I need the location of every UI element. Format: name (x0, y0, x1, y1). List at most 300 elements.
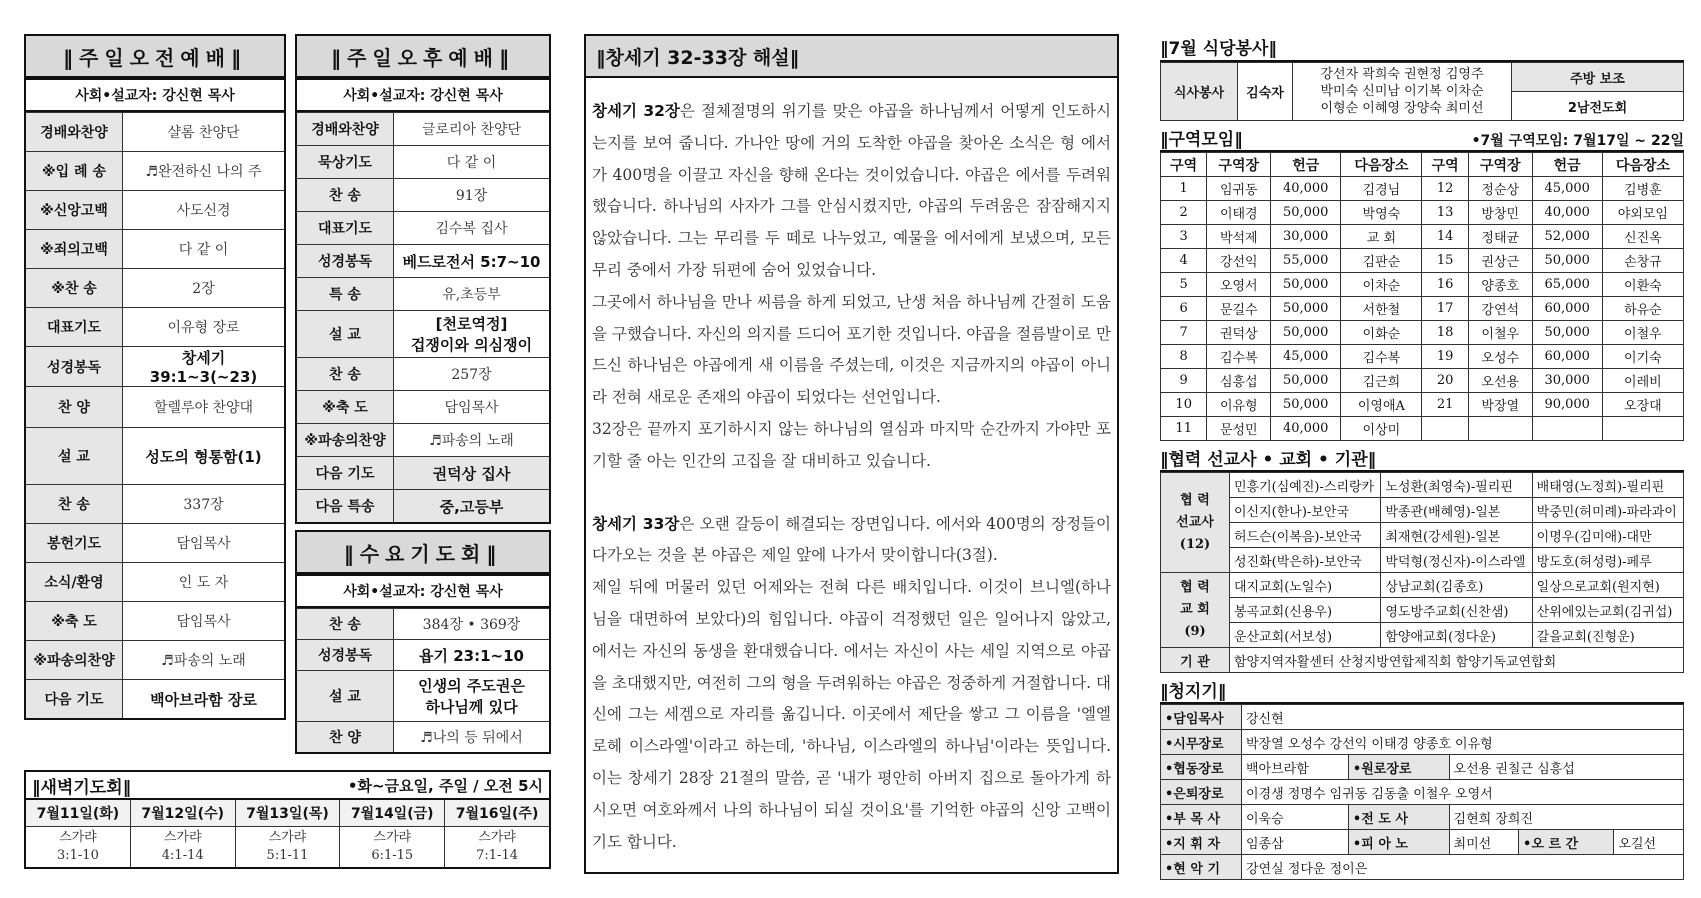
order-label: ※입 례 송 (25, 152, 123, 191)
officer-names: 오길선 (1614, 830, 1684, 855)
district-cell: 45,000 (1532, 177, 1602, 201)
order-row (296, 179, 550, 212)
district-cell: 문길수 (1207, 297, 1271, 321)
order-value-line: 384장 • 369장 (422, 617, 521, 633)
order-label: 찬 송 (296, 609, 394, 640)
district-cell-empty (1532, 417, 1602, 441)
dawn-book: 스가랴 (478, 830, 516, 845)
dawn-reading (25, 827, 130, 869)
district-header: 헌금 (1532, 153, 1602, 177)
partner-church: 영도방주교회(신찬샘) (1381, 598, 1532, 623)
district-cell: 이상미 (1341, 417, 1422, 441)
district-cell: 21 (1422, 393, 1468, 417)
order-row (296, 245, 550, 278)
dawn-verse: 4:1-14 (161, 848, 204, 863)
commentary-heading-32: 창세기 32장 (592, 102, 680, 120)
order-value (123, 113, 286, 152)
officer-row (1161, 830, 1684, 855)
district-cell: 이기숙 (1602, 345, 1683, 369)
district-cell: 12 (1422, 177, 1468, 201)
order-value-line: 백아브라함 장로 (150, 690, 257, 709)
dawn-reading (445, 827, 550, 869)
order-value (394, 640, 551, 671)
district-cell: 19 (1422, 345, 1468, 369)
order-value (123, 680, 286, 720)
district-cell: 김경님 (1341, 177, 1422, 201)
order-value (394, 179, 551, 212)
district-cell: 김병훈 (1602, 177, 1683, 201)
officer-names: 임종삼 (1242, 830, 1349, 855)
dawn-prayer-title: ‖새벽기도회‖ (32, 777, 132, 798)
district-cell: 이화순 (1341, 321, 1422, 345)
officer-title: •오 르 간 (1519, 830, 1614, 855)
partner-church: 산위에있는교회(김귀섭) (1532, 598, 1683, 623)
officer-title: •담임목사 (1161, 705, 1242, 730)
district-cell: 권덕상 (1207, 321, 1271, 345)
order-value-line: ♬나의 등 뒤에서 (420, 730, 523, 746)
order-label: ※파송의찬양 (296, 424, 394, 457)
district-cell: 이유형 (1207, 393, 1271, 417)
sunday-morning-title: ‖주일오전예배‖ (24, 34, 286, 78)
officer-row (1161, 780, 1684, 805)
order-value-line: 베드로전서 5:7~10 (402, 252, 541, 271)
partner-church: 상남교회(김종호) (1381, 573, 1532, 598)
dawn-verse: 7:1-14 (476, 848, 518, 863)
district-cell: 심흥섭 (1207, 369, 1271, 393)
order-row (25, 347, 285, 387)
order-value-line: 글로리아 찬양단 (421, 122, 522, 138)
district-cell: 17 (1422, 297, 1468, 321)
order-value (123, 308, 286, 347)
district-cell: 11 (1161, 417, 1207, 441)
order-row (296, 212, 550, 245)
officer-title: •시무장로 (1161, 730, 1242, 755)
order-label: 설 교 (25, 428, 123, 485)
partner-church: 대지교회(노일수) (1230, 573, 1381, 598)
order-value (394, 212, 551, 245)
district-cell: 박영숙 (1341, 201, 1422, 225)
dawn-verse: 3:1-10 (56, 848, 99, 863)
order-value-line: 다 같 이 (446, 155, 497, 171)
order-row (25, 230, 285, 269)
officer-row (1161, 755, 1684, 780)
order-label: 성경봉독 (296, 245, 394, 278)
order-value-line: 권덕상 집사 (432, 464, 511, 483)
district-cell: 9 (1161, 369, 1207, 393)
order-value (394, 146, 551, 179)
sunday-afternoon-rows (295, 112, 551, 524)
district-row (1161, 249, 1684, 273)
commentary-text: 은 오랜 갈등이 해결되는 장면입니다. 에서와 400명의 장정들이 다가오는 것을 본 야곱은 제일 앞에 나가서 맞이합니다(3절). (592, 514, 1112, 565)
commentary-paragraph: 제일 뒤에 머물러 있던 어제와는 전혀 다른 배치입니다. 이것이 브니엘(하나님을 대면하여 보았다)의 힘입니다. 야곱이 걱정했던 일은 일어나지 않았고, 에서는 자신의 동생을 환대했습니다. 에서는 자신이 사는 세일 지역으로 야곱을 초대했지만, 여전히 그의 형을 두려워하는 야곱은 정중하게 거절합니다. 대신에 그는 세겜으로 자리를 옮깁니다. 이곳에서 제단을 쌓고 그 이름을 '엘엘로헤 이스라엘'이라고 하는데, '하나님, 이스라엘의 하나님'이라는 뜻입니다. 이는 창세기 28장 21절의 말씀, 곧 '내가 평안히 아버지 집으로 돌아가게 하시오면 여호와께서 나의 하나님이 되실 것이요'를 기억한 야곱의 신앙 고백이기도 합니다. (592, 578, 1111, 851)
district-cell: 40,000 (1532, 201, 1602, 225)
partner-missions (1160, 445, 1684, 673)
district-cell: 65,000 (1532, 273, 1602, 297)
meal-member-line: 박미숙 신미남 이기복 이차순 (1320, 84, 1484, 99)
order-value (394, 671, 551, 722)
order-value-line: 창세기 39:1~3(~23) (149, 349, 258, 386)
order-value-line: 담임목사 (176, 536, 231, 552)
district-header: 구역 (1422, 153, 1468, 177)
order-row (296, 391, 550, 424)
sunday-afternoon-service (295, 34, 551, 524)
district-row (1161, 369, 1684, 393)
district-cell: 50,000 (1271, 201, 1341, 225)
order-label: 봉헌기도 (25, 524, 123, 563)
district-cell: 서한철 (1341, 297, 1422, 321)
wednesday-rows (295, 608, 551, 754)
officer-title: •은퇴장로 (1161, 780, 1242, 805)
officer-title: •현 악 기 (1161, 855, 1242, 880)
order-value (394, 490, 551, 524)
missionary-row (1161, 523, 1684, 548)
district-cell: 박장열 (1468, 393, 1532, 417)
district-cell: 10 (1161, 393, 1207, 417)
dawn-verse: 6:1-15 (371, 848, 414, 863)
district-cell: 6 (1161, 297, 1207, 321)
district-cell: 7 (1161, 321, 1207, 345)
order-value-line: 91장 (455, 188, 488, 204)
district-header: 헌금 (1271, 153, 1341, 177)
partner-church: 봉곡교회(신용우) (1230, 598, 1381, 623)
sunday-morning-leader: 사회•설교자: 강신현 목사 (25, 79, 285, 111)
district-cell: 김수복 (1341, 345, 1422, 369)
district-cell: 50,000 (1532, 321, 1602, 345)
officer-names: 이경생 정명수 임귀동 김동출 이철우 오영서 (1242, 780, 1684, 805)
missionary-row (1161, 498, 1684, 523)
commentary-heading-33: 창세기 33장 (592, 514, 680, 533)
order-value-line: 겁쟁이와 의심쟁이 (410, 336, 533, 354)
officer-names: 이욱승 (1242, 805, 1349, 830)
order-value-line: 다 같 이 (178, 242, 229, 258)
district-cell: 김수복 (1207, 345, 1271, 369)
district-cell: 50,000 (1271, 321, 1341, 345)
order-value (123, 347, 286, 387)
district-cell: 14 (1422, 225, 1468, 249)
order-row (25, 152, 285, 191)
district-cell: 50,000 (1271, 369, 1341, 393)
meal-service-title: ‖7월 식당봉사‖ (1160, 34, 1684, 62)
commentary-body (584, 78, 1119, 874)
org-label: 기 관 (1161, 648, 1230, 673)
district-cell: 오선용 (1468, 369, 1532, 393)
church-row (1161, 573, 1684, 598)
missionary: 이신지(한나)-보안국 (1230, 498, 1381, 523)
kitchen-label: 주방 보조 (1512, 63, 1684, 92)
district-cell: 이레비 (1602, 369, 1683, 393)
order-row (296, 722, 550, 754)
order-value-line: 2장 (192, 281, 215, 297)
dawn-book: 스가랴 (268, 830, 307, 845)
missionary: 노성환(최영숙)-필리핀 (1381, 473, 1532, 498)
order-label: 성경봉독 (25, 347, 123, 387)
district-cell: 양종호 (1468, 273, 1532, 297)
order-label: 경배와찬양 (25, 113, 123, 152)
district-table (1160, 152, 1684, 441)
district-header: 다음장소 (1602, 153, 1683, 177)
order-label: 다음 기도 (296, 457, 394, 490)
officer-row (1161, 705, 1684, 730)
district-schedule: •7월 구역모임: 7월17일 ~ 22일 (1471, 133, 1684, 149)
order-row (296, 358, 550, 391)
order-row (25, 428, 285, 485)
officer-title: •원로장로 (1348, 755, 1449, 780)
commentary-paragraph: 32장은 끝까지 포기하시지 않는 하나님의 열심과 마지막 순간까지 가야만 포기할 줄 아는 인간의 고집을 잘 대비하고 있습니다. (592, 419, 1111, 470)
order-value-line: [천로역정] (435, 315, 508, 333)
district-cell: 8 (1161, 345, 1207, 369)
district-row (1161, 417, 1684, 441)
district-cell: 손창규 (1602, 249, 1683, 273)
district-header: 구역 (1161, 153, 1207, 177)
sunday-afternoon-order (295, 78, 551, 112)
district-cell-empty (1422, 417, 1468, 441)
order-value (394, 358, 551, 391)
missionary: 성진화(박은하)-보안국 (1230, 548, 1381, 573)
district-header: 구역장 (1468, 153, 1532, 177)
order-value-line: 하나님께 있다 (425, 698, 518, 716)
officer-title: •협동장로 (1161, 755, 1242, 780)
wednesday-title: ‖수요기도회‖ (295, 530, 551, 574)
officers-table (1160, 704, 1684, 880)
missionary: 배태영(노정희)-필리핀 (1532, 473, 1683, 498)
order-row (25, 308, 285, 347)
officer-row (1161, 730, 1684, 755)
order-row (296, 113, 550, 146)
district-cell: 50,000 (1271, 273, 1341, 297)
missions-table (1160, 472, 1684, 673)
district-row (1161, 177, 1684, 201)
order-value (394, 457, 551, 490)
dawn-book: 스가랴 (163, 830, 202, 845)
district-cell: 이영애A (1341, 393, 1422, 417)
district-cell: 52,000 (1532, 225, 1602, 249)
district-cell: 30,000 (1271, 225, 1341, 249)
district-row (1161, 321, 1684, 345)
missionary: 박덕형(정신자)-이스라엘 (1381, 548, 1532, 573)
officer-names: 강연실 정다운 정이은 (1242, 855, 1684, 880)
order-value (123, 428, 286, 485)
missions-title: ‖협력 선교사 • 교회 • 기관‖ (1160, 445, 1684, 472)
order-label: ※축 도 (25, 602, 123, 641)
order-value-line: 중,고등부 (439, 497, 504, 516)
order-value (394, 278, 551, 311)
district-cell: 오영서 (1207, 273, 1271, 297)
officer-names: 오선용 권칠근 심흥섭 (1449, 755, 1683, 780)
partner-church: 함양애교회(정다운) (1381, 623, 1532, 648)
officer-names: 김현희 장희진 (1449, 805, 1683, 830)
dawn-verse: 5:1-11 (266, 848, 309, 863)
order-row (25, 387, 285, 428)
district-cell: 김판순 (1341, 249, 1422, 273)
order-value (394, 609, 551, 640)
district-row (1161, 201, 1684, 225)
order-label: 찬 송 (25, 485, 123, 524)
sunday-afternoon-leader: 사회•설교자: 강신현 목사 (296, 79, 550, 111)
order-row (25, 485, 285, 524)
order-value (123, 524, 286, 563)
church-row (1161, 598, 1684, 623)
district-cell: 55,000 (1271, 249, 1341, 273)
district-row (1161, 393, 1684, 417)
district-cell: 40,000 (1271, 177, 1341, 201)
district-cell: 5 (1161, 273, 1207, 297)
missionary: 이명우(김미애)-대만 (1532, 523, 1683, 548)
district-cell: 50,000 (1532, 249, 1602, 273)
dawn-reading (235, 827, 340, 869)
district-row (1161, 225, 1684, 249)
meal-service-label: 식사봉사 (1161, 63, 1238, 121)
org-list: 함양지역자활센터 산청지방연합제직회 함양기독교연합회 (1230, 648, 1684, 673)
district-cell: 50,000 (1271, 393, 1341, 417)
order-value (394, 245, 551, 278)
order-label: 대표기도 (296, 212, 394, 245)
order-value-line: 337장 (183, 497, 224, 513)
order-value-line: 성도의 형통함(1) (145, 447, 262, 466)
district-row (1161, 273, 1684, 297)
district-cell: 30,000 (1532, 369, 1602, 393)
district-cell: 이차순 (1341, 273, 1422, 297)
dawn-book: 스가랴 (373, 830, 412, 845)
order-label: ※신앙고백 (25, 191, 123, 230)
district-cell: 방창민 (1468, 201, 1532, 225)
dawn-day: 7월12일(수) (130, 799, 235, 827)
district-cell: 18 (1422, 321, 1468, 345)
order-label: 찬 송 (296, 179, 394, 212)
order-label: 설 교 (296, 311, 394, 358)
missionary-row (1161, 473, 1684, 498)
officer-title: •피 아 노 (1348, 830, 1449, 855)
missionary: 민흥기(심예진)-스리랑카 (1230, 473, 1381, 498)
district-cell-empty (1468, 417, 1532, 441)
order-value (123, 602, 286, 641)
order-row (25, 602, 285, 641)
order-label: 다음 특송 (296, 490, 394, 524)
order-label: 찬 송 (296, 358, 394, 391)
order-value (394, 391, 551, 424)
order-value (123, 563, 286, 602)
dawn-reading (130, 827, 235, 869)
order-value (123, 191, 286, 230)
order-value-line: 담임목사 (176, 614, 231, 630)
district-cell: 신진옥 (1602, 225, 1683, 249)
order-value (394, 113, 551, 146)
order-value-line: ♬파송의 노래 (429, 433, 514, 449)
commentary-paragraph (592, 509, 1111, 573)
district-cell: 이철우 (1602, 321, 1683, 345)
order-value-line: 인생의 주도권은 (418, 677, 525, 695)
commentary-text: 은 절체절명의 위기를 맞은 야곱을 하나님께서 어떻게 인도하시는지를 보여 줍니다. 가나안 땅에 거의 도착한 야곱을 찾아온 소식은 형 에서가 400명을 이끌고 자신을 향해 온다는 것이었습니다. 야곱은 에서를 두려워했습니다. 하나님의 사자가 그를 안심시켰지만, 야곱의 두려움은 잠잠해지지 않았습니다. 그는 무리를 두 떼로 나누었고, 예물을 에서에게 보냈으며, 모든 무리 중에서 가장 뒤편에 숨어 있었습니다. (592, 102, 1111, 279)
wednesday-order (295, 574, 551, 608)
district-cell: 교 회 (1341, 225, 1422, 249)
order-label: 다음 기도 (25, 680, 123, 720)
district-cell: 정태균 (1468, 225, 1532, 249)
officer-names: 백아브라함 (1242, 755, 1349, 780)
district-cell: 16 (1422, 273, 1468, 297)
partner-church: 운산교회(서보성) (1230, 623, 1381, 648)
meal-service-leader: 김숙자 (1238, 63, 1293, 121)
order-row (25, 524, 285, 563)
meal-service-table (1160, 62, 1684, 121)
district-cell: 김근희 (1341, 369, 1422, 393)
officer-row (1161, 855, 1684, 880)
order-label: ※축 도 (296, 391, 394, 424)
dawn-book: 스가랴 (59, 830, 97, 845)
org-row (1161, 648, 1684, 673)
officer-title: •부 목 사 (1161, 805, 1242, 830)
missionary-row (1161, 548, 1684, 573)
district-header: 구역장 (1207, 153, 1271, 177)
district-cell: 50,000 (1271, 297, 1341, 321)
district-cell: 13 (1422, 201, 1468, 225)
district-meetings (1160, 126, 1684, 441)
dawn-reading (340, 827, 445, 869)
commentary-paragraph (592, 96, 1111, 287)
order-value-line: 할렐루야 찬양대 (153, 400, 254, 416)
order-label: 설 교 (296, 671, 394, 722)
order-value (123, 269, 286, 308)
dawn-day: 7월16일(주) (445, 799, 550, 827)
church-officers (1160, 677, 1684, 880)
sunday-morning-rows (24, 112, 286, 720)
order-value (394, 424, 551, 457)
church-row (1161, 623, 1684, 648)
sunday-morning-service (24, 34, 286, 720)
order-value (123, 387, 286, 428)
order-label: 성경봉독 (296, 640, 394, 671)
district-cell: 박석제 (1207, 225, 1271, 249)
order-value-line: ♬완전하신 나의 주 (145, 164, 262, 180)
district-cell: 60,000 (1532, 345, 1602, 369)
order-label: 대표기도 (25, 308, 123, 347)
order-value-line: 인 도 자 (178, 575, 229, 591)
district-header: 다음장소 (1341, 153, 1422, 177)
order-label: 묵상기도 (296, 146, 394, 179)
order-row (296, 490, 550, 524)
district-cell: 오장대 (1602, 393, 1683, 417)
district-row (1161, 345, 1684, 369)
order-row (296, 311, 550, 358)
missionary: 최재현(강세원)-일본 (1381, 523, 1532, 548)
officer-names: 강신현 (1242, 705, 1684, 730)
order-value-line: 사도신경 (176, 203, 231, 219)
district-cell: 45,000 (1271, 345, 1341, 369)
district-cell: 2 (1161, 201, 1207, 225)
order-value-line: 김수복 집사 (435, 221, 508, 237)
meal-service (1160, 34, 1684, 121)
dawn-day: 7월13일(목) (235, 799, 340, 827)
order-row (25, 563, 285, 602)
missions-group-label: 협 력 교 회 (9) (1161, 573, 1230, 648)
district-cell: 강선익 (1207, 249, 1271, 273)
district-cell: 15 (1422, 249, 1468, 273)
wednesday-prayer-service (295, 530, 551, 754)
district-cell: 강연석 (1468, 297, 1532, 321)
order-row (25, 641, 285, 680)
commentary-title: ‖창세기 32-33장 해설‖ (584, 34, 1119, 78)
order-row (296, 424, 550, 457)
district-cell: 오성수 (1468, 345, 1532, 369)
order-row (296, 278, 550, 311)
meal-member-line: 이형순 이혜영 장양숙 최미선 (1320, 101, 1484, 116)
order-value-line: ♬파송의 노래 (161, 653, 246, 669)
officer-title: •지 휘 자 (1161, 830, 1242, 855)
order-row (296, 609, 550, 640)
order-value (394, 722, 551, 754)
district-cell: 하유순 (1602, 297, 1683, 321)
dawn-day: 7월11일(화) (25, 799, 130, 827)
order-value-line: 욥기 23:1~10 (419, 646, 524, 665)
commentary-paragraph: 그곳에서 하나님을 만나 씨름을 하게 되었고, 난생 처음 하나님께 간절히 도움을 구했습니다. 자신의 의지를 드디어 포기한 것입니다. 야곱을 절름발이로 만드신 하나님은 야곱에게 새 이름을 주셨는데, 이것은 지금까지의 야곱이 아니라 전혀 새로운 존재의 야곱이 되었다는 선언입니다. (592, 292, 1111, 407)
